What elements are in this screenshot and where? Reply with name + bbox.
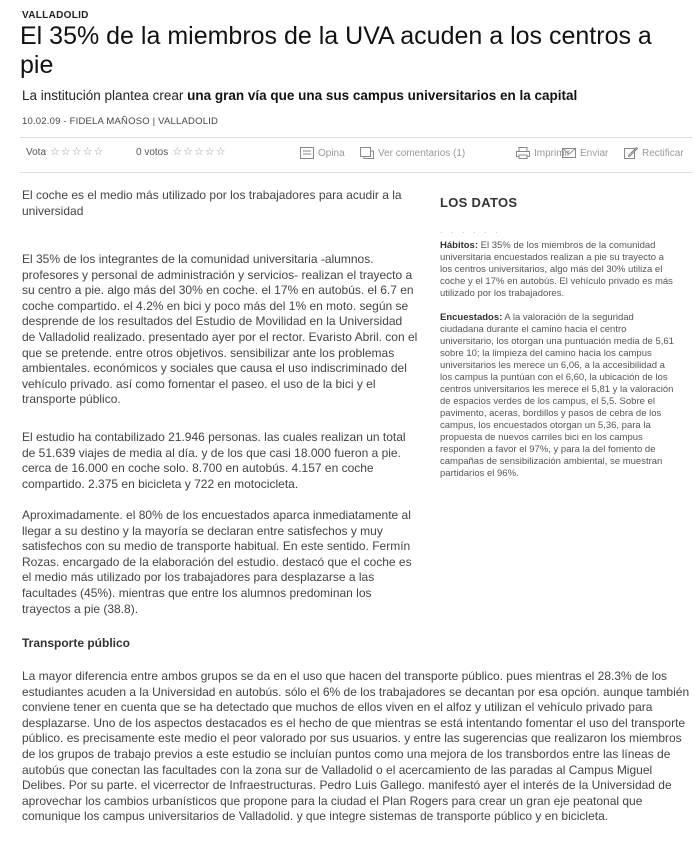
opina-button[interactable] [300, 147, 345, 159]
view-comments-button[interactable] [360, 147, 465, 159]
send-button[interactable] [562, 147, 608, 159]
encuestados-label: Encuestados: [440, 312, 503, 323]
habitos-text: El 35% de los miembros de la comunidad universitaria encuestados realizan a pie su trayecto a los centros universitarios, algo más del 30% utiliza el coche y el 17% en autobús. El vehículo privado es más utilizado por los trabajadores. [440, 240, 673, 299]
byline: 10.02.09 - FIDELA MAÑOSO | VALLADOLID [22, 116, 219, 127]
encuestados-text: A la valoración de la seguridad ciudadana durante el camino hacia el centro universitario, los otorgan una puntuación media de 5,61 sobre 10; la limpieza del camino hacia los campus universitarios les merece un 6,06, a la accesibilidad a los campus la puntúan con el 6,60, la ubicación de los centros universitarios les merece el 5,81 y la valoración de espacios verdes de los campus, el 5,5. Sobre el pavimento, aceras, bordillos y pasos de cebra de los campus, los encuestados otorgan un 5,36, para la propuesta de nuevos carriles bici en los campus responden a favor el 97%, y para la del fomento de campañas de sensibilización ambiental, se muestran partidarios el 96%. [440, 312, 674, 479]
paragraph-3: Aproximadamente. el 80% de los encuestados aparca inmediatamente al llegar a su destino y la mayoría se declaran entre satisfechos y muy satisfechos con su medio de transporte habitual. En este sentido. Fermín Rozas. encargado de la elaboración del estudio. destacó que el coche es el medio más utilizado por los trabajadores para desplazarse a las facultades (45%). mientras que entre los alumnos predominan los trayectos a pie (38.8). [22, 508, 412, 616]
print-icon [516, 147, 530, 159]
habitos-label: Hábitos: [440, 240, 478, 251]
rectify-label: Rectificar [642, 147, 684, 159]
vote-group [26, 147, 103, 158]
sidebar-data-box [440, 195, 676, 480]
votes-count: 0 votos [136, 147, 169, 158]
mail-icon [562, 147, 576, 159]
paragraph-1: El 35% de los integrantes de la comunidad universitaria -alumnos. profesores y personal de administración y servicios- realizan el trayecto a su centro a pie. algo más del 30% en coche. el 17% en autobús. el 6.7 en coche compartido. el 4.2% en bici y poco más del 1% en moto. según se desprende de los resultados del Estudio de Movilidad en la Universidad de Valladolid realizado. presentado ayer por el rector. Evaristo Abril. con el que se pretende. entre otros objetivos. sensibilizar ante los problemas ambientales. económicos y sociales que causa el uso indiscriminado del vehículo privado. así como fomentar el paseo. el uso de la bici y el transporte público. [22, 252, 418, 407]
rectify-button[interactable] [624, 147, 684, 159]
view-comments-label: Ver comentarios (1) [378, 147, 466, 159]
divider-top [20, 137, 692, 138]
sidebar-habitos [440, 240, 676, 300]
star-icon: ☆ [215, 146, 226, 158]
subhead-bold: una gran vía que una sus campus universitarios en la capital [187, 88, 578, 103]
sidebar-title: LOS DATOS [440, 195, 518, 210]
comment-icon [300, 147, 314, 159]
star-icon[interactable]: ☆ [71, 146, 82, 158]
star-icon: ☆ [172, 146, 183, 158]
divider-toolbar [20, 172, 692, 173]
star-icon[interactable]: ☆ [93, 146, 104, 158]
sidebar-encuestados [440, 312, 676, 480]
subhead [22, 88, 692, 103]
vote-stars[interactable] [50, 147, 103, 158]
paragraph-2: El estudio ha contabilizado 21.946 personas. las cuales realizan un total de 51.639 viajes de media al día. y de los que casi 18.000 fueron a pie. cerca de 16.000 en coche solo. 8.700 en autobús. 4.157 en coche compartido. 2.375 en bicicleta y 722 en motocicleta. [22, 430, 406, 491]
print-label: Imprimir [534, 147, 571, 159]
votes-group [136, 147, 226, 158]
vote-label: Vota [26, 147, 47, 158]
comments-icon [360, 147, 374, 159]
section-tag[interactable]: VALLADOLID [22, 10, 89, 21]
article-lead: El coche es el medio más utilizado por los trabajadores para acudir a la universidad [22, 188, 402, 218]
star-icon[interactable]: ☆ [82, 146, 93, 158]
send-label: Enviar [580, 147, 609, 159]
sidebar-dots: . . . . . . [440, 225, 501, 235]
section-subtitle: Transporte público [22, 636, 131, 650]
star-icon: ☆ [183, 146, 193, 158]
headline: El 35% de la miembros de la UVA acuden a los centros a pie [20, 22, 652, 79]
star-icon[interactable]: ☆ [60, 146, 71, 158]
star-icon: ☆ [204, 146, 215, 158]
paragraph-4: La mayor diferencia entre ambos grupos se da en el uso que hacen del transporte público. pues mientras el 28.3% de los estudiantes acuden a la Universidad en autobús. sólo el 6% de los trabajadores se decantan por esa opción. aunque también conviene tener en cuenta que se ha detectado que muchos de ellos viven en el alfoz y utilizan el vehículo privado para desplazarse. Uno de los aspectos destacados es el hecho de que mientras se está intentando fomentar el uso del transporte público. es precisamente este medio el peor valorado por sus usuarios. y entre las sugerencias que realizaron los miembros de los grupos de trabajo previos a este estudio se incluían puntos como una mejora de los transbordos entre las líneas de autobús que conectan las facultades con la zona sur de Valladolid o el acercamiento de las paradas al Campus Miguel Delibes. Por su parte. el vicerrector de Infraestructuras. Pedro Luis Gallego. manifestó ayer el interés de la Universidad de aprovechar los cambios urbanísticos que propone para la ciudad el Plan Rogers para crear un gran eje peatonal que comunique los campus universitarios de Valladolid. y que integre sistemas de transporte público y en bicicleta. [22, 669, 690, 824]
subhead-prefix: La institución plantea crear [22, 88, 188, 103]
opina-label: Opina [318, 147, 345, 159]
star-icon[interactable]: ☆ [50, 146, 60, 158]
star-icon: ☆ [194, 146, 204, 158]
edit-icon [624, 147, 638, 159]
rating-stars [172, 147, 225, 158]
article-toolbar [26, 147, 694, 163]
